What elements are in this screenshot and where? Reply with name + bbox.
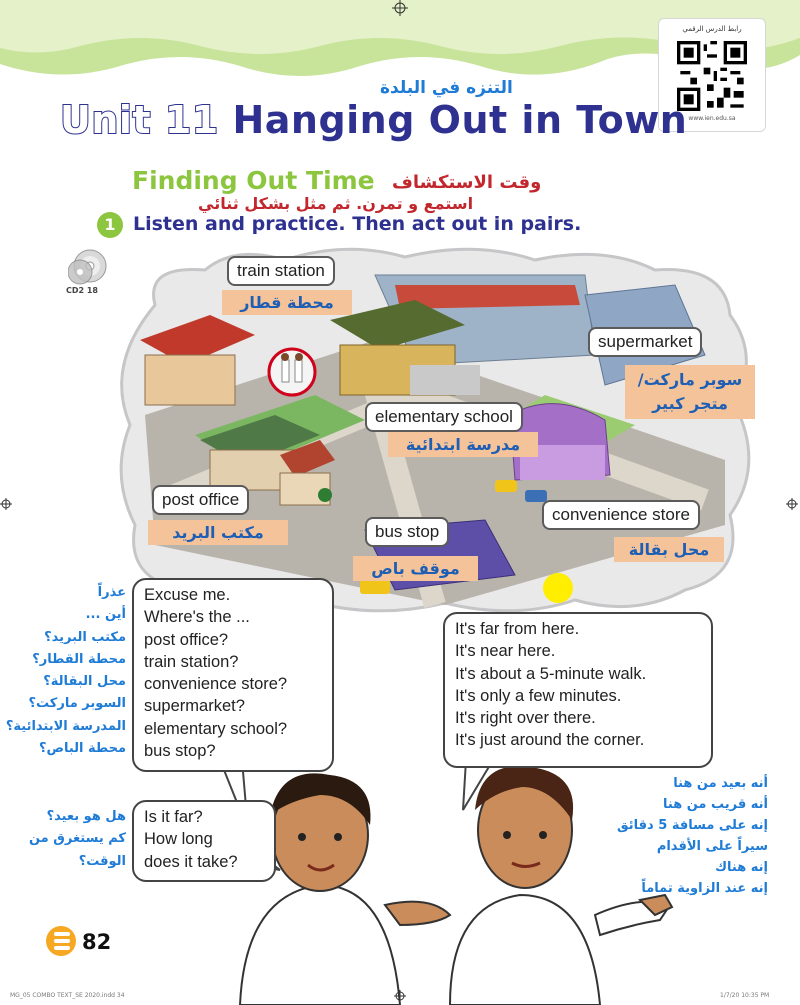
answer-translations-arabic bbox=[600, 773, 768, 899]
qr-code-icon bbox=[677, 41, 747, 111]
convenience-store-label: convenience store bbox=[542, 500, 700, 530]
registration-mark-icon bbox=[0, 498, 12, 510]
supermarket-label-arabic bbox=[625, 365, 755, 419]
translation-line: محطة الباص؟ bbox=[38, 741, 126, 757]
bubble-line: does it take? bbox=[144, 852, 238, 871]
section-title: Finding Out Time bbox=[132, 166, 375, 195]
cd-track-label: CD2 18 bbox=[66, 286, 98, 295]
translation-line: السوبر ماركت؟ bbox=[28, 696, 126, 712]
translation-line: أين ... bbox=[85, 607, 126, 623]
translation-line: محل البقالة؟ bbox=[43, 674, 126, 690]
translation-line: هل هو بعيد؟ bbox=[46, 809, 126, 824]
question-translations-arabic bbox=[0, 582, 126, 760]
unit-title-arabic: التنزه في البلدة bbox=[380, 78, 513, 98]
bubble-line: It's about a 5-minute walk. bbox=[455, 664, 647, 683]
train-station-label-arabic: محطة قطار bbox=[222, 290, 352, 315]
audio-cd-icon[interactable] bbox=[68, 248, 108, 288]
supermarket-arabic-line1: سوبر ماركت/ bbox=[637, 370, 743, 389]
bubble-line: Is it far? bbox=[144, 808, 203, 826]
distance-question-arabic bbox=[0, 806, 126, 873]
translation-line: عذراً bbox=[97, 585, 126, 600]
unit-name: Hanging Out in Town bbox=[232, 98, 688, 142]
bubble-line: It's far from here. bbox=[455, 620, 580, 638]
qr-title: رابط الدرس الرقمي bbox=[682, 25, 742, 33]
translation-line: كم يستغرق من bbox=[28, 831, 126, 847]
bubble-line: Excuse me. bbox=[144, 586, 231, 604]
answer-bubble bbox=[443, 612, 713, 768]
bubble-line: supermarket? bbox=[144, 697, 245, 716]
step-number-badge: 1 bbox=[97, 212, 123, 238]
instruction-arabic: استمع و تمرن. ثم مثل بشكل ثنائي bbox=[198, 194, 474, 213]
bubble-line: convenience store? bbox=[144, 675, 288, 694]
registration-mark-icon bbox=[786, 498, 798, 510]
bubble-line: train station? bbox=[144, 652, 239, 671]
bubble-line: Where's the ... bbox=[144, 608, 250, 627]
qr-url: www.ien.edu.sa bbox=[688, 115, 736, 122]
elementary-school-label-arabic: مدرسة ابتدائية bbox=[388, 432, 538, 457]
instruction: Listen and practice. Then act out in pairs. bbox=[133, 213, 582, 235]
registration-mark-icon bbox=[394, 990, 406, 1002]
post-office-label: post office bbox=[152, 485, 249, 515]
train-station-label: train station bbox=[227, 256, 335, 286]
bubble-line: It's just around the corner. bbox=[455, 731, 645, 750]
translation-line: أنه قريب من هنا bbox=[663, 797, 768, 812]
bus-stop-label: bus stop bbox=[365, 517, 449, 547]
bubble-line: It's near here. bbox=[455, 642, 556, 661]
footer-timestamp: 1/7/20 10:35 PM bbox=[720, 992, 770, 999]
translation-line: سيراً على الأقدام bbox=[656, 839, 768, 854]
question-bubble bbox=[132, 578, 334, 772]
translation-line: مكتب البريد؟ bbox=[44, 629, 126, 645]
unit-number: Unit 11 bbox=[60, 98, 219, 142]
bubble-line: post office? bbox=[144, 630, 229, 649]
translation-line: إنه على مسافة 5 دقائق bbox=[617, 818, 768, 833]
elementary-school-label: elementary school bbox=[365, 402, 523, 432]
post-office-label-arabic: مكتب البريد bbox=[148, 520, 288, 545]
footer-file-info: MG_05 COMBO TEXT_SE 2020.indd 34 bbox=[10, 992, 125, 999]
bubble-line: bus stop? bbox=[144, 742, 216, 761]
right-bubble-tail bbox=[458, 760, 518, 820]
bus-stop-label-arabic: موقف باص bbox=[353, 556, 478, 581]
translation-line: أنه بعيد من هنا bbox=[673, 776, 768, 791]
distance-question-bubble bbox=[132, 800, 276, 882]
unit-title bbox=[60, 98, 687, 142]
translation-line: إنه عند الزاوية تماماً bbox=[641, 881, 768, 896]
supermarket-arabic-line2: متجر كبير bbox=[652, 394, 728, 413]
bubble-line: It's only a few minutes. bbox=[455, 686, 622, 705]
section-title-arabic: وقت الاستكشاف bbox=[392, 172, 542, 193]
translation-line: المدرسة الابتدائية؟ bbox=[5, 718, 126, 734]
convenience-store-label-arabic: محل بقالة bbox=[614, 537, 724, 562]
supermarket-label: supermarket bbox=[588, 327, 702, 357]
bubble-line: elementary school? bbox=[144, 719, 288, 738]
bubble-line: It's right over there. bbox=[455, 709, 596, 728]
page-number-icon bbox=[42, 924, 80, 958]
translation-line: إنه هناك bbox=[715, 860, 768, 875]
translation-line: محطة القطار؟ bbox=[32, 651, 126, 667]
bubble-line: How long bbox=[144, 830, 213, 849]
translation-line: الوقت؟ bbox=[78, 853, 126, 869]
page-number: 82 bbox=[82, 930, 112, 954]
